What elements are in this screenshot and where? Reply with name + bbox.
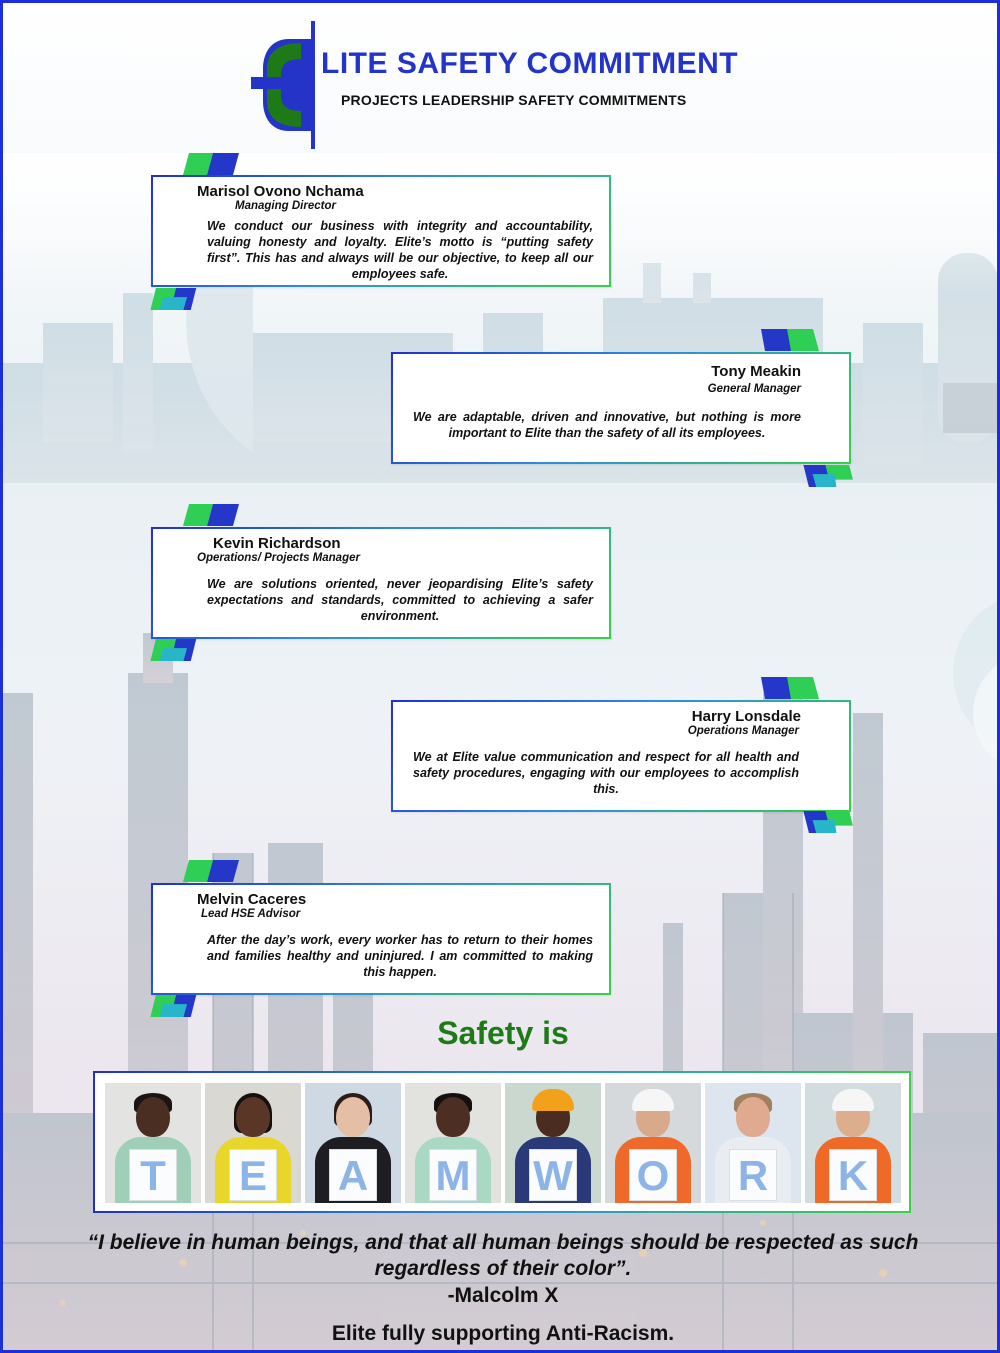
team-photo (405, 1083, 501, 1203)
team-letter-card: A (329, 1149, 377, 1201)
team-letter-card: K (829, 1149, 877, 1201)
commitment-name: Melvin Caceres (197, 891, 307, 908)
commitment-card (151, 883, 611, 995)
commitment-role: Lead HSE Advisor (201, 908, 301, 920)
team-letter-card: T (129, 1149, 177, 1201)
card-tab-decoration-icon (761, 329, 819, 351)
card-tab-decoration-icon (148, 995, 206, 1017)
commitment-role: Managing Director (235, 200, 336, 212)
card-tab-decoration-icon (148, 288, 206, 310)
commitment-name: Harry Lonsdale (691, 708, 801, 725)
team-letter-card: O (629, 1149, 677, 1201)
team-photo (305, 1083, 401, 1203)
teamwork-heading: Safety is (437, 1015, 569, 1051)
card-tab-decoration-icon (183, 860, 241, 882)
team-photo (205, 1083, 301, 1203)
team-letter-card: M (429, 1149, 477, 1201)
commitment-role: Operations Manager (687, 725, 799, 737)
page-subtitle: PROJECTS LEADERSHIP SAFETY COMMITMENTS (341, 92, 687, 108)
commitment-role: General Manager (707, 383, 801, 395)
card-tab-decoration-icon (761, 677, 819, 699)
team-letter-card: R (729, 1149, 777, 1201)
commitment-name: Tony Meakin (711, 363, 801, 380)
commitment-card (151, 175, 611, 287)
card-tab-decoration-icon (801, 465, 859, 487)
card-tab-decoration-icon (801, 811, 859, 833)
team-letter-card: E (229, 1149, 277, 1201)
card-tab-decoration-icon (148, 639, 206, 661)
commitment-role: Operations/ Projects Manager (197, 552, 360, 564)
commitment-name: Marisol Ovono Nchama (197, 183, 364, 200)
page-title: LITE SAFETY COMMITMENT (321, 47, 739, 80)
commitment-quote: After the day’s work, every worker has to return to their homes and families healthy and uninjured. I am committed to making this happen. (207, 933, 593, 979)
footer-support-statement: Elite fully supporting Anti-Racism. (331, 1322, 675, 1345)
commitment-card (391, 352, 851, 464)
footer-quote-author: -Malcolm X (447, 1284, 559, 1307)
team-photo (705, 1083, 801, 1203)
card-tab-decoration-icon (183, 153, 241, 175)
teamwork-photo-strip (93, 1071, 911, 1213)
commitment-name: Kevin Richardson (213, 535, 341, 552)
commitment-quote: We are adaptable, driven and innovative, but nothing is more important to Elite than the safety of all its employees. (413, 410, 801, 440)
elite-logo-icon (249, 19, 329, 151)
team-photo (605, 1083, 701, 1203)
commitment-quote: We at Elite value communication and respect for all health and safety procedures, engaging with our employees to accomplish this. (413, 750, 799, 796)
team-photo (805, 1083, 901, 1203)
footer-quote: “I believe in human beings, and that all human beings should be respected as such regardless of their color”. (87, 1231, 919, 1280)
team-photo (105, 1083, 201, 1203)
team-letter-card: W (529, 1149, 577, 1201)
commitment-card (151, 527, 611, 639)
team-photo (505, 1083, 601, 1203)
commitment-card (391, 700, 851, 812)
card-tab-decoration-icon (183, 504, 241, 526)
commitment-quote: We are solutions oriented, never jeopardising Elite’s safety expectations and standards, committed to achieving a safer environment. (207, 577, 593, 623)
commitment-quote: We conduct our business with integrity and accountability, valuing honesty and loyalty. Elite’s motto is “putting safety first”. This has and always will be our objective, to keep all our employees safe. (207, 219, 593, 281)
